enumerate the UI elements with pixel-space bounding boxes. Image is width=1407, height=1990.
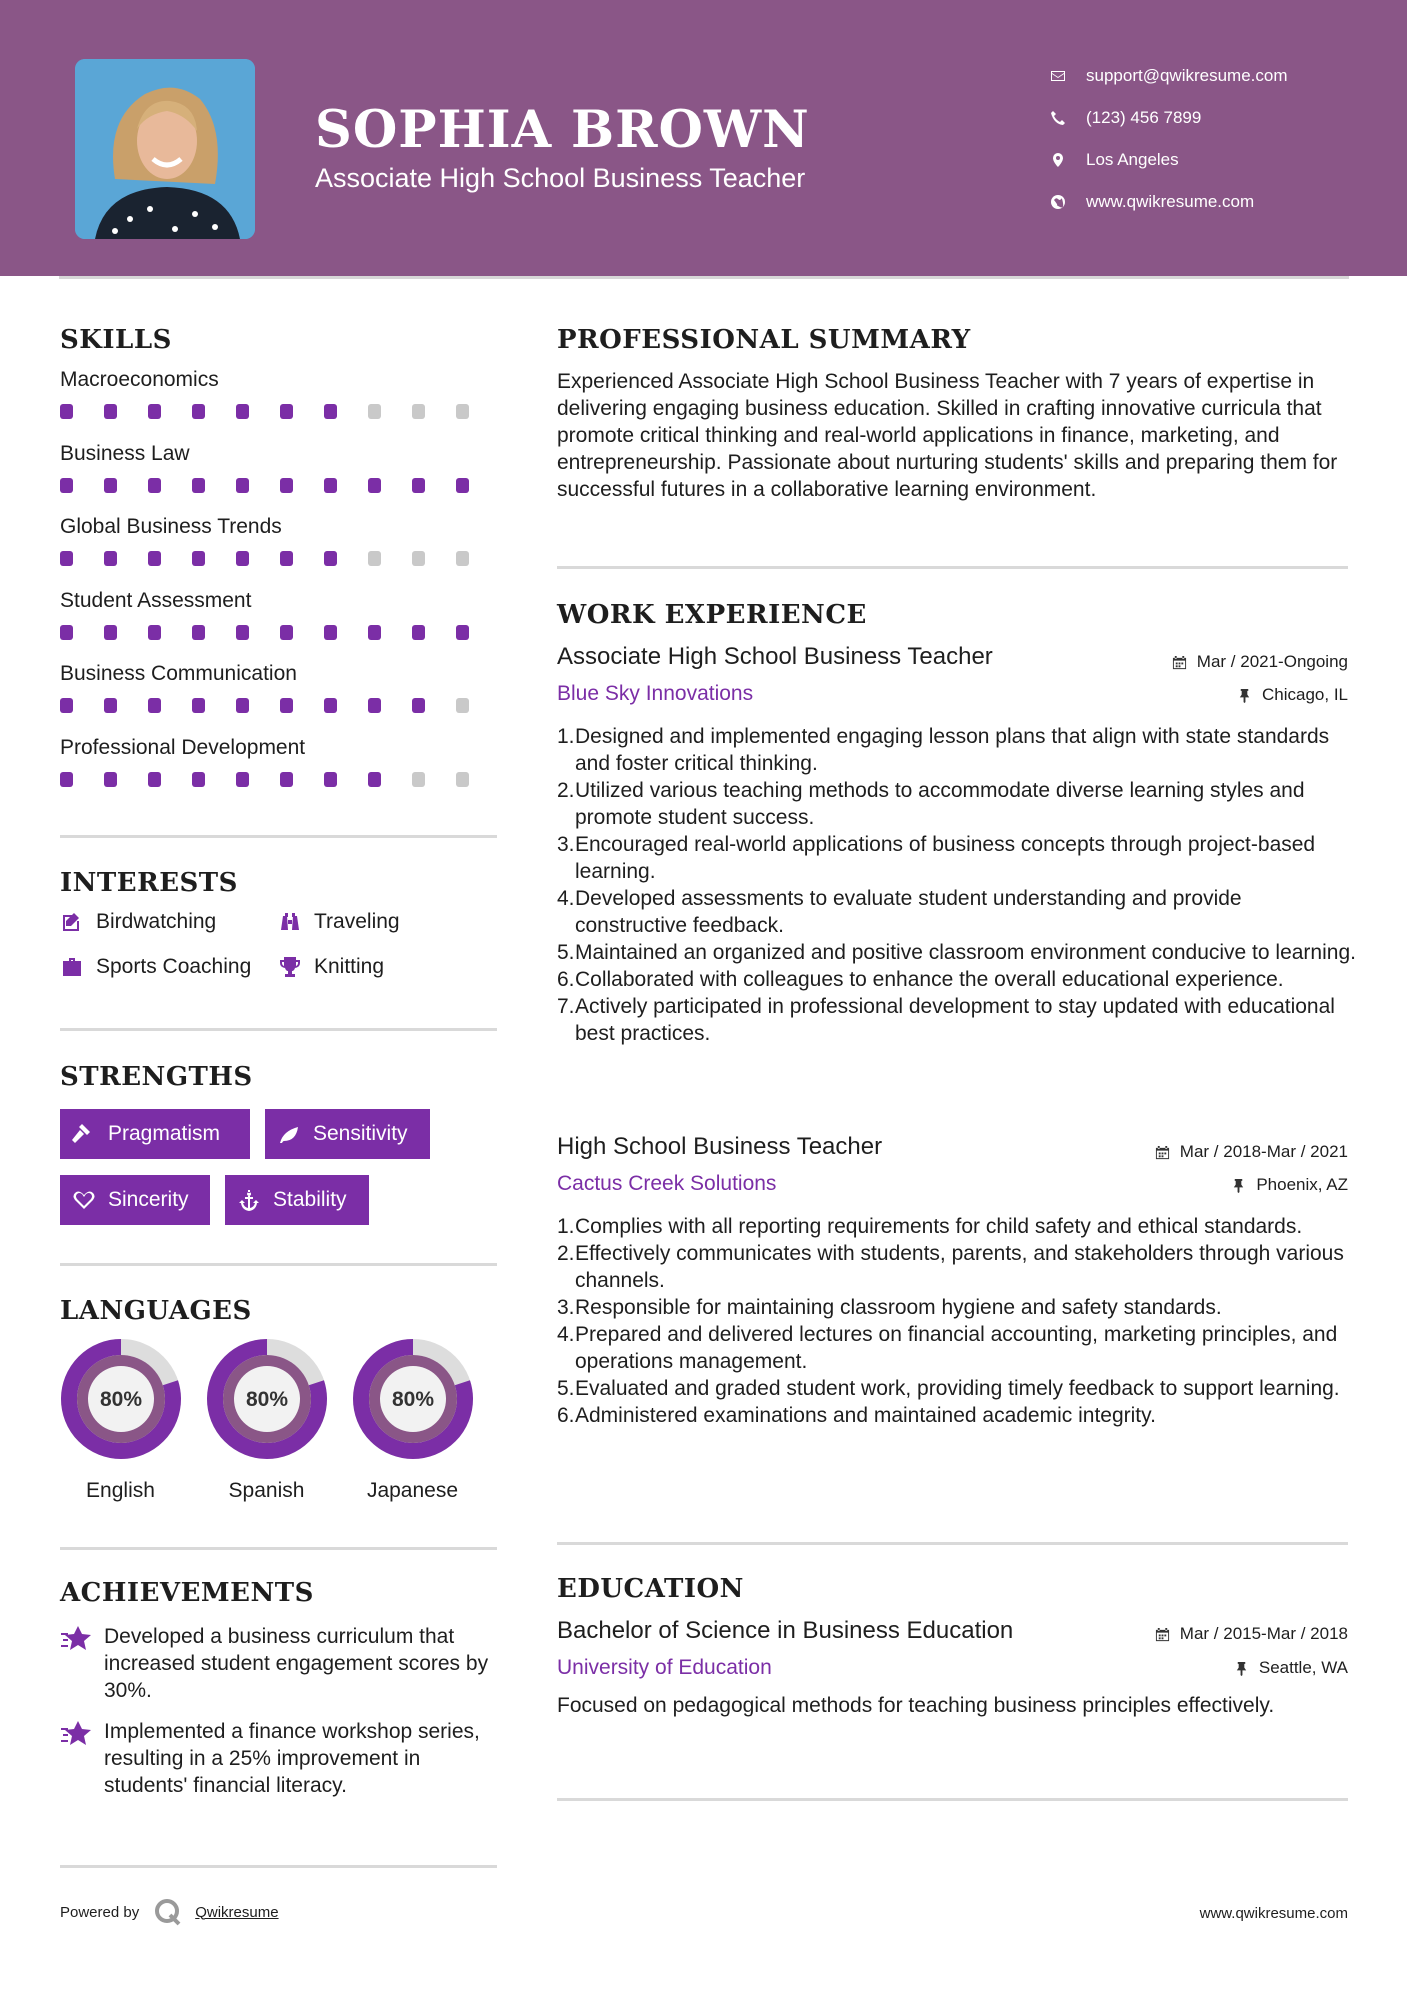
- bullet-number: 5.: [557, 1377, 575, 1400]
- rating-dot-empty: [456, 772, 469, 787]
- rating-dot-filled: [60, 698, 73, 713]
- strength-chip: [265, 1109, 430, 1159]
- rating-dot-filled: [148, 772, 161, 787]
- rating-dot-filled: [236, 698, 249, 713]
- interest-label: Birdwatching: [96, 910, 217, 933]
- language-item: [204, 1338, 329, 1503]
- map-pin-icon: [1050, 152, 1086, 168]
- job-location-text: Phoenix, AZ: [1256, 1175, 1348, 1194]
- rating-dot-empty: [412, 772, 425, 787]
- summary-text: Experienced Associate High School Business Teacher with 7 years of expertise in delivering engaging business education. Skilled in crafting innovative curricula that promote critical thinking and real-world applications in finance, marketing, and entrepreneurship. Passionate about nurturing students' skills and preparing them for successful futures in a collaborative learning environment.: [557, 370, 1338, 501]
- bullet-text: Maintained an organized and positive classroom environment conducive to learning.: [575, 941, 1356, 964]
- job-bullet: [557, 1321, 1357, 1375]
- envelope-icon: [1050, 68, 1086, 84]
- calendar-icon: [1155, 1145, 1170, 1160]
- rating-dot-empty: [368, 404, 381, 419]
- gavel-icon: [72, 1122, 96, 1146]
- candidate-name: SOPHIA BROWN: [315, 100, 810, 160]
- contact-email[interactable]: [1050, 55, 1380, 97]
- rating-dot-filled: [192, 772, 205, 787]
- bullet-number: 2.: [557, 779, 575, 802]
- bullet-text: Designed and implemented engaging lesson plans that align with state standards and foster critical thinking.: [575, 725, 1330, 775]
- bullet-number: 1.: [557, 1215, 575, 1238]
- globe-icon: [1050, 194, 1086, 210]
- anchor-icon: [237, 1188, 261, 1212]
- interest-label: Traveling: [314, 910, 400, 933]
- bullet-text: Developed assessments to evaluate student understanding and provide constructive feedback.: [575, 887, 1242, 937]
- rating-dot-filled: [104, 404, 117, 419]
- skill-name: Business Communication: [60, 662, 297, 685]
- contact-email-text: support@qwikresume.com: [1086, 66, 1288, 85]
- achievement-item: [60, 1623, 500, 1704]
- job-company: Cactus Creek Solutions: [557, 1172, 777, 1195]
- language-name: English: [86, 1479, 155, 1502]
- contact-location-text: Los Angeles: [1086, 150, 1179, 169]
- language-item: [350, 1338, 475, 1503]
- profile-photo: [75, 59, 255, 239]
- rating-dot-filled: [324, 698, 337, 713]
- bullet-number: 5.: [557, 941, 575, 964]
- rating-dot-filled: [324, 404, 337, 419]
- job-location: [1231, 1175, 1348, 1195]
- achievement-text: Implemented a finance workshop series, resulting in a 25% improvement in students' financial literacy.: [104, 1720, 480, 1797]
- rating-dot-empty: [456, 551, 469, 566]
- interests-heading: INTERESTS: [60, 868, 238, 898]
- skill-name: Professional Development: [60, 735, 306, 759]
- bullet-number: 3.: [557, 833, 575, 856]
- section-divider: [60, 1547, 497, 1550]
- interest-label: Sports Coaching: [96, 955, 252, 978]
- rating-dot-empty: [412, 404, 425, 419]
- skill-item: [60, 442, 500, 493]
- binoculars-icon: [278, 910, 302, 934]
- rating-dot-filled: [148, 551, 161, 566]
- leaf-icon: [277, 1122, 301, 1146]
- rating-dot-empty: [456, 404, 469, 419]
- job-bullets: [557, 723, 1357, 1047]
- language-percent: 80%: [245, 1388, 288, 1411]
- job-bullet: [557, 831, 1357, 885]
- strength-label: Pragmatism: [108, 1122, 221, 1145]
- rating-dot-filled: [280, 625, 293, 640]
- rating-dot-filled: [324, 772, 337, 787]
- section-divider: [557, 1798, 1348, 1801]
- bullet-text: Collaborated with colleagues to enhance the overall educational experience.: [575, 968, 1284, 991]
- job-dates: [1172, 652, 1348, 672]
- phone-icon: [1050, 110, 1086, 126]
- contact-location: [1050, 139, 1380, 181]
- achievements-heading: ACHIEVEMENTS: [60, 1578, 314, 1608]
- rating-dot-filled: [104, 625, 117, 640]
- job-dates-text: Mar / 2021-Ongoing: [1196, 652, 1348, 671]
- interest-item: [278, 910, 400, 934]
- skill-item: [60, 589, 500, 640]
- skill-item: [60, 368, 500, 419]
- job-bullet: [557, 1213, 1357, 1240]
- skill-rating: [60, 404, 500, 419]
- rating-dot-empty: [368, 551, 381, 566]
- bullet-text: Prepared and delivered lectures on financial accounting, marketing principles, and operations management.: [575, 1323, 1338, 1373]
- experience-heading: WORK EXPERIENCE: [557, 600, 867, 630]
- job-bullet: [557, 1402, 1357, 1429]
- rating-dot-filled: [280, 551, 293, 566]
- education-dates-text: Mar / 2015-Mar / 2018: [1179, 1624, 1348, 1643]
- rating-dot-filled: [280, 698, 293, 713]
- interest-item: [60, 910, 216, 934]
- skill-rating: [60, 551, 500, 566]
- job-dates-text: Mar / 2018-Mar / 2021: [1179, 1142, 1348, 1161]
- candidate-title: Associate High School Business Teacher: [315, 163, 806, 193]
- qwikresume-logo-icon: [153, 1897, 183, 1927]
- heart-icon: [72, 1188, 96, 1212]
- header-divider: [59, 276, 1349, 279]
- rating-dot-filled: [104, 772, 117, 787]
- rating-dot-filled: [236, 772, 249, 787]
- skill-item: [60, 662, 500, 713]
- education-location: [1234, 1658, 1348, 1678]
- trophy-icon: [278, 955, 302, 979]
- rating-dot-filled: [192, 478, 205, 493]
- footer-website[interactable]: www.qwikresume.com: [1199, 1905, 1348, 1922]
- job-bullet: [557, 723, 1357, 777]
- section-divider: [557, 1542, 1348, 1545]
- rating-dot-filled: [60, 625, 73, 640]
- rating-dot-filled: [104, 478, 117, 493]
- interest-item: [278, 955, 384, 979]
- contact-website-text: www.qwikresume.com: [1086, 192, 1255, 211]
- rating-dot-filled: [60, 404, 73, 419]
- achievement-item: [60, 1718, 500, 1799]
- rating-dot-filled: [412, 625, 425, 640]
- section-divider: [60, 835, 497, 838]
- skill-name: Global Business Trends: [60, 515, 282, 538]
- bullet-text: Encouraged real-world applications of business concepts through project-based learning.: [575, 833, 1316, 883]
- section-divider: [60, 1263, 497, 1266]
- job-company: Blue Sky Innovations: [557, 682, 754, 705]
- skill-rating: [60, 478, 500, 493]
- rating-dot-filled: [236, 404, 249, 419]
- pushpin-icon: [1234, 1661, 1249, 1676]
- languages-heading: LANGUAGES: [60, 1296, 252, 1326]
- brand-link[interactable]: Qwikresume: [195, 1903, 279, 1921]
- skill-rating: [60, 625, 500, 640]
- summary-heading: PROFESSIONAL SUMMARY: [557, 325, 971, 355]
- bullet-number: 4.: [557, 887, 575, 910]
- bullet-number: 7.: [557, 995, 575, 1018]
- language-percent: 80%: [391, 1388, 434, 1411]
- bullet-text: Administered examinations and maintained academic integrity.: [575, 1404, 1156, 1427]
- rating-dot-filled: [192, 698, 205, 713]
- job-bullet: [557, 966, 1357, 993]
- rating-dot-filled: [368, 698, 381, 713]
- strength-chip: [60, 1175, 210, 1225]
- skills-heading: SKILLS: [60, 325, 172, 355]
- job-bullet: [557, 1240, 1357, 1294]
- bullet-number: 1.: [557, 725, 575, 748]
- rating-dot-filled: [412, 478, 425, 493]
- bullet-number: 6.: [557, 968, 575, 991]
- section-divider: [60, 1865, 497, 1868]
- rating-dot-filled: [236, 625, 249, 640]
- resume-header: [0, 0, 1407, 276]
- language-progress-ring: [60, 1338, 182, 1460]
- strength-label: Sensitivity: [313, 1122, 408, 1145]
- rating-dot-filled: [456, 625, 469, 640]
- rating-dot-filled: [280, 772, 293, 787]
- calendar-icon: [1155, 1627, 1170, 1642]
- language-name: Spanish: [228, 1479, 305, 1502]
- education-school: University of Education: [557, 1656, 772, 1679]
- strength-chip: [60, 1109, 250, 1159]
- rating-dot-filled: [456, 478, 469, 493]
- rating-dot-filled: [148, 698, 161, 713]
- skill-name: Business Law: [60, 441, 190, 465]
- star-badge-icon: [60, 1720, 92, 1748]
- job-title: Associate High School Business Teacher: [557, 643, 993, 670]
- rating-dot-filled: [60, 551, 73, 566]
- job-location-text: Chicago, IL: [1262, 685, 1348, 704]
- strength-label: Stability: [273, 1188, 347, 1211]
- contact-website[interactable]: [1050, 181, 1380, 223]
- rating-dot-filled: [192, 625, 205, 640]
- rating-dot-filled: [104, 551, 117, 566]
- rating-dot-filled: [148, 478, 161, 493]
- rating-dot-filled: [192, 551, 205, 566]
- skill-rating: [60, 772, 500, 787]
- rating-dot-filled: [324, 478, 337, 493]
- footer-powered-by: [60, 1897, 279, 1927]
- bullet-text: Actively participated in professional development to stay updated with educational best practices.: [575, 995, 1335, 1045]
- skill-item: [60, 515, 500, 566]
- contact-list: [1050, 55, 1380, 223]
- rating-dot-filled: [324, 625, 337, 640]
- bullet-text: Utilized various teaching methods to accommodate diverse learning styles and promote student success.: [575, 779, 1305, 829]
- job-location: [1237, 685, 1348, 705]
- language-progress-ring: [206, 1338, 328, 1460]
- rating-dot-filled: [60, 478, 73, 493]
- rating-dot-filled: [368, 625, 381, 640]
- rating-dot-filled: [104, 698, 117, 713]
- job-bullets: [557, 1213, 1357, 1429]
- skill-name: Student Assessment: [60, 588, 252, 612]
- skill-rating: [60, 698, 500, 713]
- job-dates: [1155, 1142, 1348, 1162]
- rating-dot-filled: [368, 478, 381, 493]
- bullet-text: Effectively communicates with students, parents, and stakeholders through various channels.: [575, 1242, 1344, 1292]
- contact-phone[interactable]: [1050, 97, 1380, 139]
- skill-item: [60, 736, 500, 787]
- powered-by-label: Powered by: [60, 1903, 140, 1921]
- rating-dot-empty: [456, 698, 469, 713]
- contact-phone-text: (123) 456 7899: [1086, 108, 1202, 127]
- rating-dot-filled: [148, 625, 161, 640]
- language-item: [58, 1338, 183, 1503]
- calendar-icon: [1172, 655, 1187, 670]
- rating-dot-filled: [368, 772, 381, 787]
- job-title: High School Business Teacher: [557, 1133, 883, 1160]
- language-name: Japanese: [366, 1479, 459, 1502]
- bullet-number: 4.: [557, 1323, 575, 1346]
- section-divider: [60, 1028, 497, 1031]
- rating-dot-filled: [280, 478, 293, 493]
- language-percent: 80%: [99, 1388, 142, 1411]
- section-divider: [557, 566, 1348, 569]
- job-bullet: [557, 1294, 1357, 1321]
- language-progress-ring: [352, 1338, 474, 1460]
- rating-dot-filled: [192, 404, 205, 419]
- rating-dot-filled: [412, 698, 425, 713]
- education-heading: EDUCATION: [557, 1574, 744, 1604]
- job-bullet: [557, 885, 1357, 939]
- rating-dot-filled: [236, 551, 249, 566]
- strength-chip: [225, 1175, 369, 1225]
- education-degree: Bachelor of Science in Business Education: [557, 1617, 1014, 1644]
- strengths-heading: STRENGTHS: [60, 1062, 253, 1092]
- job-bullet: [557, 777, 1357, 831]
- bullet-number: 3.: [557, 1296, 575, 1319]
- pushpin-icon: [1231, 1178, 1246, 1193]
- edit-icon: [60, 910, 84, 934]
- job-bullet: [557, 993, 1357, 1047]
- strength-label: Sincerity: [108, 1188, 189, 1211]
- rating-dot-filled: [236, 478, 249, 493]
- interest-item: [60, 955, 251, 979]
- star-badge-icon: [60, 1625, 92, 1653]
- rating-dot-empty: [412, 551, 425, 566]
- briefcase-icon: [60, 955, 84, 979]
- rating-dot-filled: [324, 551, 337, 566]
- job-bullet: [557, 1375, 1357, 1402]
- rating-dot-filled: [148, 404, 161, 419]
- education-description: Focused on pedagogical methods for teaching business principles effectively.: [557, 1694, 1275, 1717]
- profile-photo-illustration: [75, 59, 255, 239]
- interest-label: Knitting: [314, 955, 385, 978]
- pushpin-icon: [1237, 688, 1252, 703]
- bullet-text: Evaluated and graded student work, providing timely feedback to support learning.: [575, 1377, 1340, 1400]
- bullet-number: 6.: [557, 1404, 575, 1427]
- education-location-text: Seattle, WA: [1258, 1658, 1348, 1677]
- rating-dot-filled: [60, 772, 73, 787]
- achievement-text: Developed a business curriculum that increased student engagement scores by 30%.: [104, 1625, 489, 1702]
- job-bullet: [557, 939, 1357, 966]
- bullet-number: 2.: [557, 1242, 575, 1265]
- education-dates: [1155, 1624, 1348, 1644]
- skill-name: Macroeconomics: [60, 368, 219, 391]
- bullet-text: Responsible for maintaining classroom hygiene and safety standards.: [575, 1296, 1222, 1319]
- rating-dot-filled: [280, 404, 293, 419]
- bullet-text: Complies with all reporting requirements for child safety and ethical standards.: [575, 1215, 1303, 1238]
